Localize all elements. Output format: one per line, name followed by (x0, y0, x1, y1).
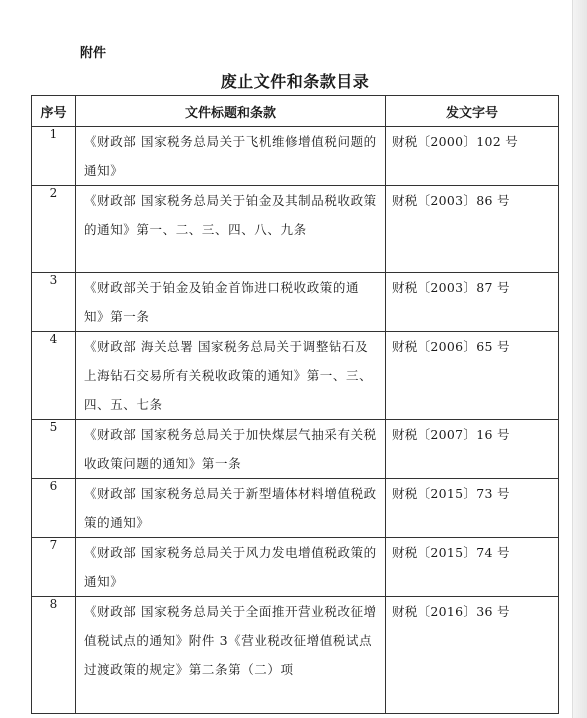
row-document-number: 财税〔2006〕65 号 (386, 332, 559, 420)
header-serial-number: 序号 (32, 96, 76, 127)
row-document-number: 财税〔2007〕16 号 (386, 420, 559, 479)
row-serial-number: 4 (32, 332, 76, 420)
row-document-title: 《财政部关于铂金及铂金首饰进口税收政策的通知》第一条 (76, 273, 386, 332)
page-edge-shadow (572, 0, 587, 718)
row-serial-number: 3 (32, 273, 76, 332)
document-title: 废止文件和条款目录 (220, 72, 370, 91)
row-document-number: 财税〔2003〕87 号 (386, 273, 559, 332)
header-document-number: 发文字号 (386, 96, 559, 127)
table-header-row (32, 96, 559, 127)
row-document-number: 财税〔2015〕74 号 (386, 538, 559, 597)
row-document-number: 财税〔2015〕73 号 (386, 479, 559, 538)
row-document-number: 财税〔2000〕102 号 (386, 127, 559, 186)
table-row (32, 273, 559, 332)
header-document-title: 文件标题和条款 (76, 96, 386, 127)
row-serial-number: 2 (32, 186, 76, 273)
row-document-title: 《财政部 国家税务总局关于全面推开营业税改征增值税试点的通知》附件 3《营业税改征增值税试点过渡政策的规定》第二条第（二）项 (76, 597, 386, 714)
row-document-number: 财税〔2003〕86 号 (386, 186, 559, 273)
row-document-title: 《财政部 国家税务总局关于新型墙体材料增值税政策的通知》 (76, 479, 386, 538)
table-row (32, 332, 559, 420)
row-document-title: 《财政部 国家税务总局关于风力发电增值税政策的通知》 (76, 538, 386, 597)
row-document-title: 《财政部 海关总署 国家税务总局关于调整钻石及上海钻石交易所有关税收政策的通知》第一、三、四、五、七条 (76, 332, 386, 420)
row-serial-number: 6 (32, 479, 76, 538)
repealed-documents-table (31, 95, 559, 714)
table-row (32, 420, 559, 479)
attachment-label: 附件 (80, 46, 107, 61)
row-serial-number: 1 (32, 127, 76, 186)
table-row (32, 538, 559, 597)
row-document-title: 《财政部 国家税务总局关于加快煤层气抽采有关税收政策问题的通知》第一条 (76, 420, 386, 479)
table-row (32, 186, 559, 273)
table-row (32, 597, 559, 714)
row-document-title: 《财政部 国家税务总局关于铂金及其制品税收政策的通知》第一、二、三、四、八、九条 (76, 186, 386, 273)
table-row (32, 127, 559, 186)
row-serial-number: 8 (32, 597, 76, 714)
row-serial-number: 7 (32, 538, 76, 597)
table-row (32, 479, 559, 538)
row-document-number: 财税〔2016〕36 号 (386, 597, 559, 714)
row-serial-number: 5 (32, 420, 76, 479)
row-document-title: 《财政部 国家税务总局关于飞机维修增值税问题的通知》 (76, 127, 386, 186)
